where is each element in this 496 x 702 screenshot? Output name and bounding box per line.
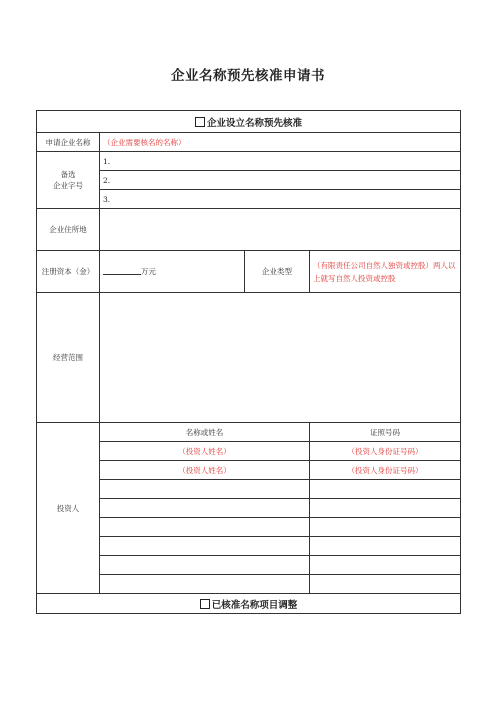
address-row (37, 209, 461, 251)
scope-row (37, 293, 461, 423)
investor-name-field[interactable] (100, 480, 310, 499)
alt-row-2 (37, 171, 461, 190)
alt-name-label (37, 152, 100, 209)
investor-name-field[interactable]: （投资人姓名） (100, 461, 310, 480)
checkbox-icon[interactable] (200, 599, 210, 609)
applicant-label: 申请企业名称 (37, 133, 100, 152)
scope-field[interactable] (100, 293, 461, 423)
capital-label: 注册资本（金） (37, 251, 100, 293)
alt-row-3 (37, 190, 461, 209)
investor-id-field[interactable] (310, 537, 461, 556)
investor-row (37, 556, 461, 575)
investor-id-field[interactable]: （投资人身份证号码） (310, 442, 461, 461)
investor-id-field[interactable] (310, 556, 461, 575)
investor-row (37, 518, 461, 537)
scope-label: 经营范围 (37, 293, 100, 423)
applicant-name-field[interactable]: （企业需要核名的名称） (100, 133, 461, 152)
investor-header-row (37, 423, 461, 442)
address-field[interactable] (100, 209, 461, 251)
capital-row (37, 251, 461, 293)
investor-col-id: 证照号码 (310, 423, 461, 442)
alt-row-1 (37, 152, 461, 171)
investor-name-field[interactable]: （投资人姓名） (100, 442, 310, 461)
capital-unit: 万元 (141, 267, 156, 276)
alt-name-field-3[interactable]: 3. (100, 190, 461, 209)
investor-id-field[interactable]: （投资人身份证号码） (310, 461, 461, 480)
investor-row (37, 575, 461, 594)
address-label: 企业住所地 (37, 209, 100, 251)
document-title: 企业名称预先核准申请书 (171, 68, 325, 84)
investor-row (37, 480, 461, 499)
investor-id-field[interactable] (310, 480, 461, 499)
investor-name-field[interactable] (100, 556, 310, 575)
applicant-row (37, 133, 461, 152)
investor-row (37, 537, 461, 556)
section2-title: 已核准名称项目调整 (211, 599, 298, 611)
investor-name-field[interactable] (100, 518, 310, 537)
investor-name-field[interactable] (100, 537, 310, 556)
investor-id-field[interactable] (310, 518, 461, 537)
alt-label-line1: 备选 (60, 170, 76, 179)
investor-id-field[interactable] (310, 499, 461, 518)
investor-row (37, 461, 461, 480)
type-field[interactable]: （有限责任公司自然人独资或控股）两人以上就写自然人投资或控股 (310, 251, 461, 293)
alt-label-line2: 企业字号 (53, 181, 83, 190)
section-header-2 (37, 594, 461, 614)
section1-title: 企业设立名称预先核准 (207, 117, 303, 129)
investor-name-field[interactable] (100, 575, 310, 594)
alt-name-field-1[interactable]: 1. (100, 152, 461, 171)
section-header-1 (37, 111, 461, 133)
type-label: 企业类型 (245, 251, 310, 293)
investor-col-name: 名称或姓名 (100, 423, 310, 442)
investor-id-field[interactable] (310, 575, 461, 594)
alt-name-field-2[interactable]: 2. (100, 171, 461, 190)
investor-row (37, 442, 461, 461)
application-form (36, 110, 461, 614)
investor-name-field[interactable] (100, 499, 310, 518)
investor-label: 投资人 (37, 423, 100, 594)
checkbox-icon[interactable] (195, 117, 205, 127)
investor-row (37, 499, 461, 518)
capital-blank[interactable] (103, 267, 141, 275)
capital-field[interactable] (100, 251, 245, 293)
